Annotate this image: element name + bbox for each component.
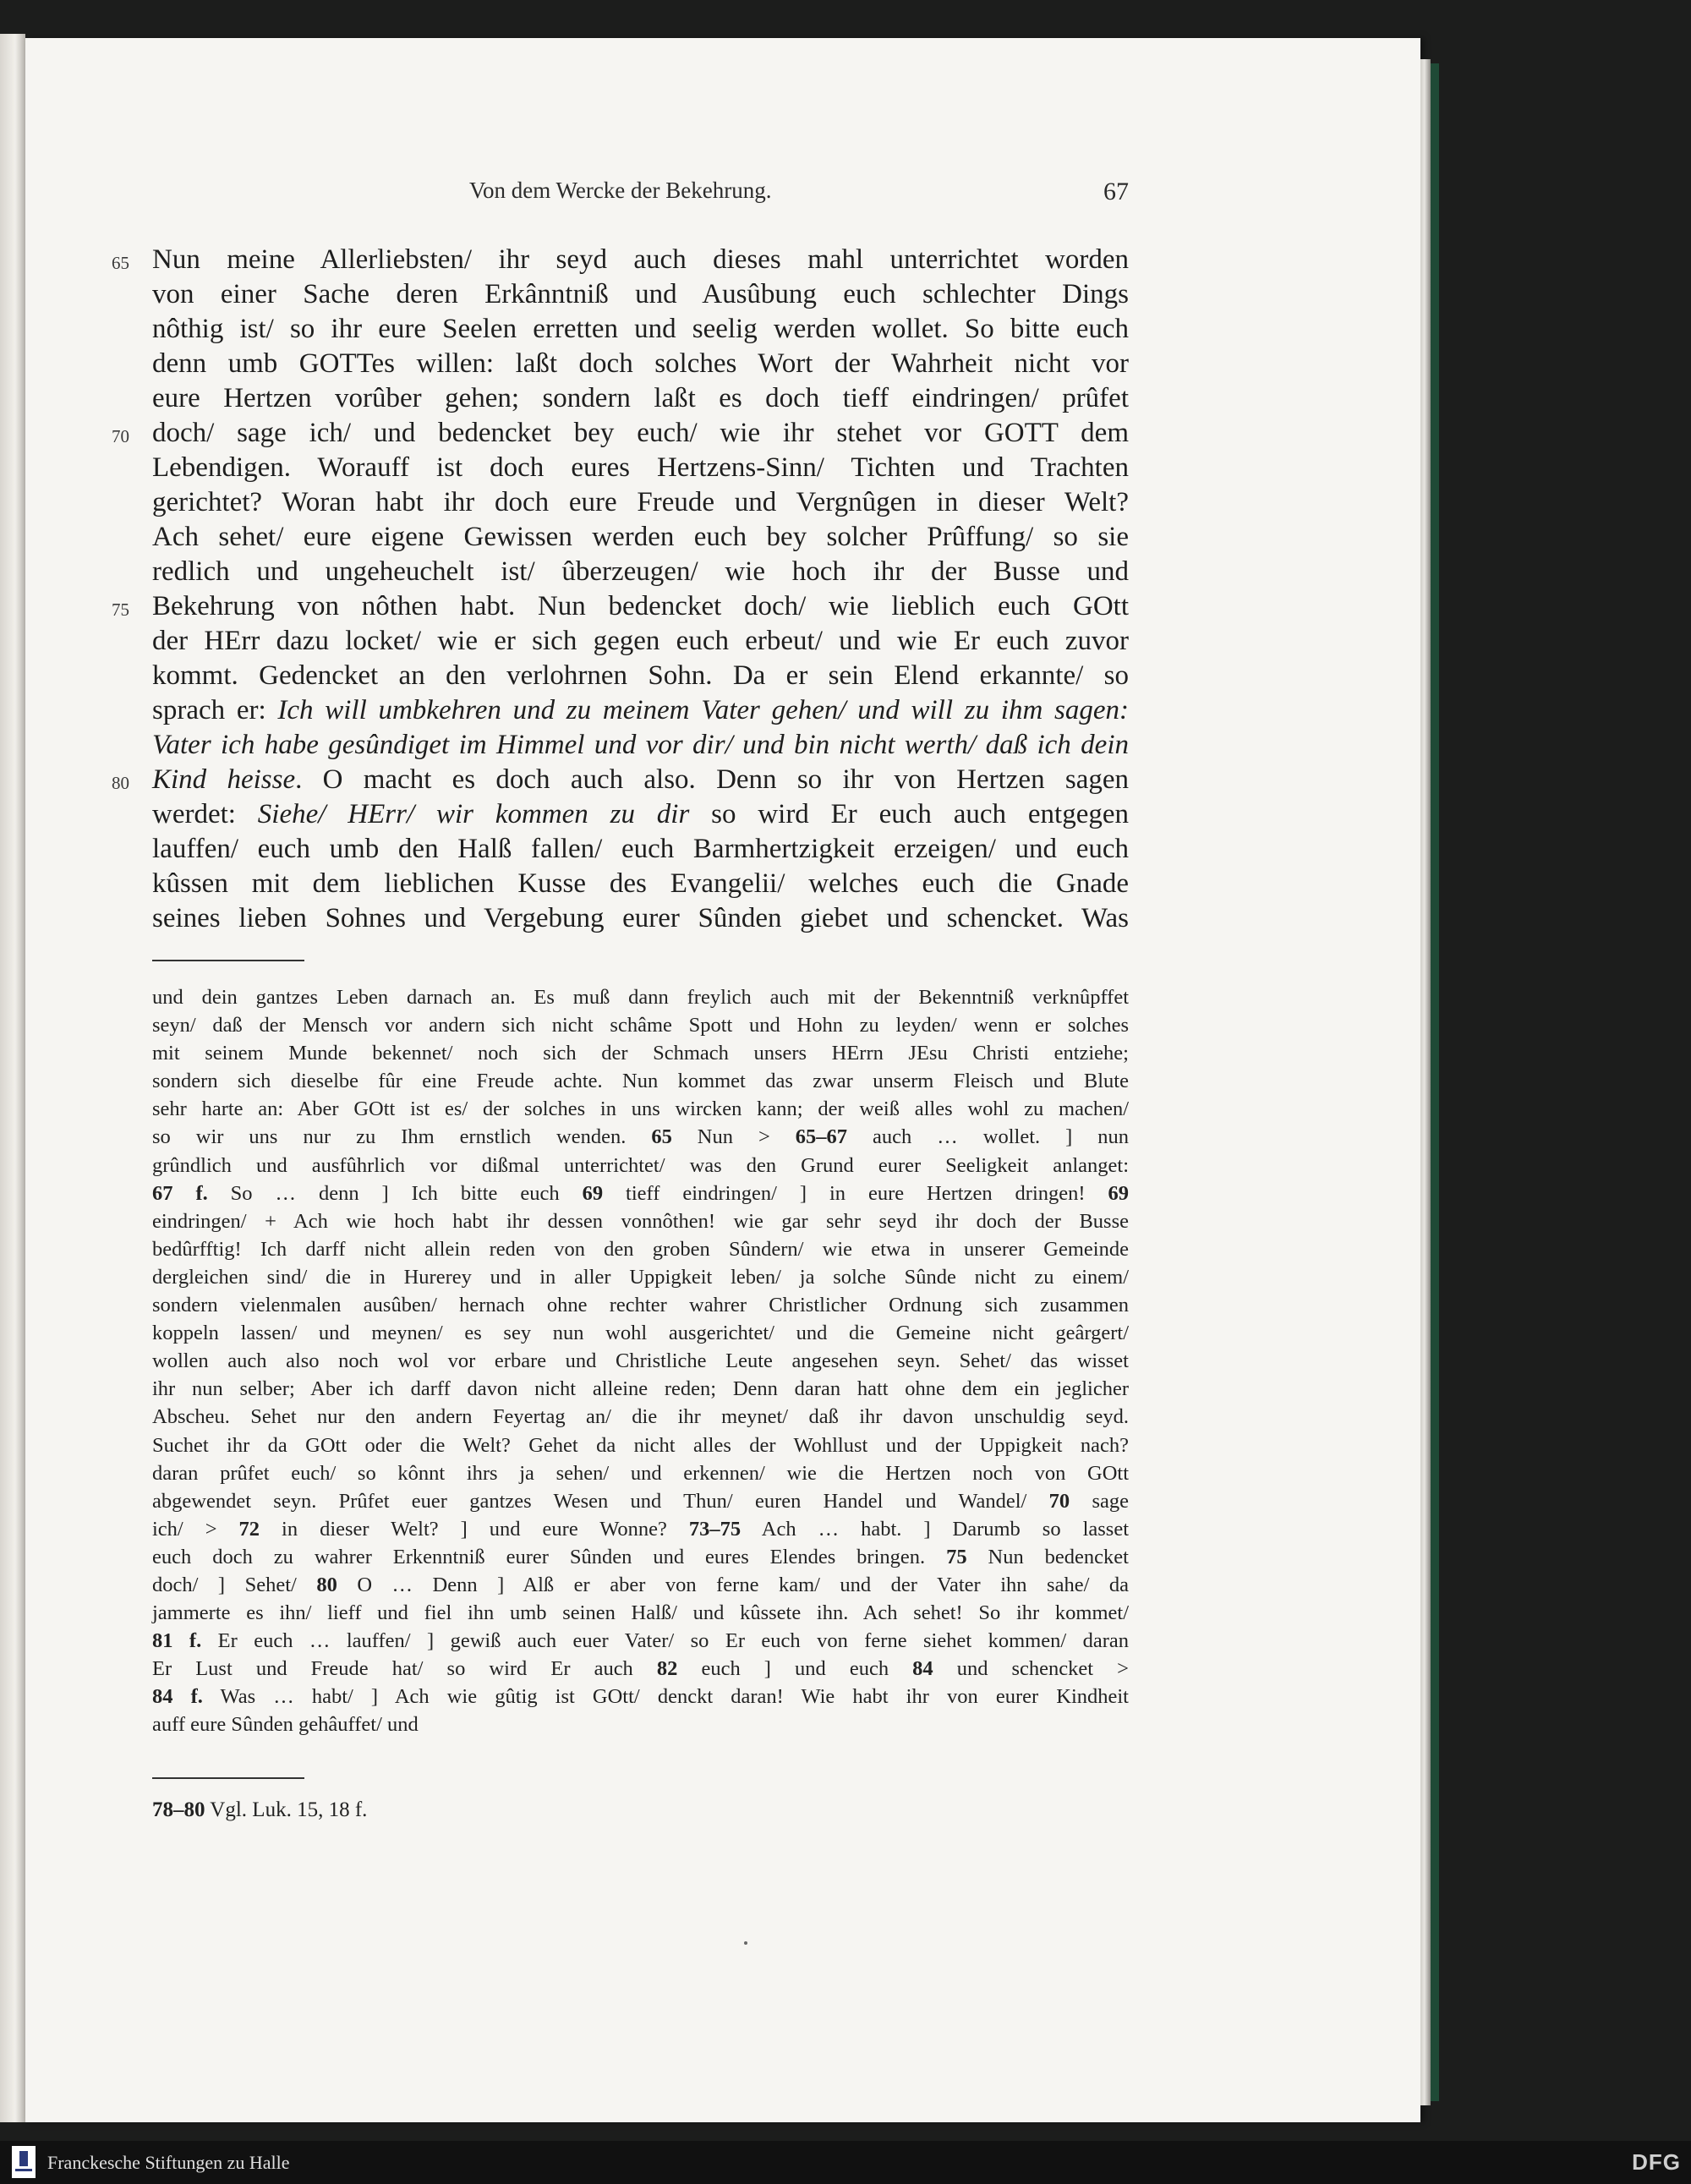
text-run: der HErr dazu locket/ wie er sich gegen euch erbeut/ und wie Er euch zuvor <box>152 626 1129 656</box>
text-line <box>152 901 1129 936</box>
institution-logo-icon[interactable] <box>12 2146 36 2178</box>
text-line <box>112 416 1129 451</box>
text-line <box>152 797 1129 832</box>
apparatus-text: grûndlich und ausfûhrlich vor dißmal unterrichtet/ was den Grund eurer Seeligkeit anlanget: <box>152 1153 1129 1177</box>
text-run: denn umb GOTTes willen: laßt doch solches Wort der Wahrheit nicht vor <box>152 348 1129 379</box>
text-line <box>152 381 1129 416</box>
footnote-ref: 78–80 <box>152 1798 205 1821</box>
text-run: . O macht es doch auch also. Denn so ihr von Hertzen sagen <box>295 764 1129 795</box>
apparatus-text: ihr nun selber; Aber ich darff davon nicht alleine reden; Denn daran hatt ohne dem ein jeglicher <box>152 1377 1129 1401</box>
apparatus-line <box>152 1375 1129 1403</box>
text-line <box>152 451 1129 485</box>
apparatus-line <box>152 1599 1129 1627</box>
apparatus-text: tieff eindringen/ ] in eure Hertzen dringen! <box>603 1181 1108 1205</box>
apparatus-text: Nun bedencket <box>966 1545 1129 1568</box>
text-line <box>152 520 1129 555</box>
apparatus-line <box>152 1011 1129 1039</box>
main-text-block <box>112 243 1129 936</box>
apparatus-rule <box>152 960 304 961</box>
text-run: von einer Sache deren Erkânntniß und Ausûbung euch schlechter Dings <box>152 279 1129 309</box>
apparatus-text: sondern vielenmalen ausûben/ hernach ohne rechter wahrer Christlicher Ordnung sich zusammen <box>152 1294 1129 1317</box>
apparatus-text: sage <box>1070 1489 1129 1513</box>
text-run: Lebendigen. Worauff ist doch eures Hertzens-Sinn/ Tichten und Trachten <box>152 452 1129 483</box>
apparatus-line <box>152 1207 1129 1235</box>
apparatus-line <box>152 1627 1129 1655</box>
viewer-footer <box>0 2141 1691 2184</box>
apparatus-text: mit seinem Munde bekennet/ noch sich der Schmach unsers HErrn JEsu Christi entziehe; <box>152 1042 1129 1065</box>
line-number: 75 <box>112 599 129 620</box>
apparatus-line <box>152 1431 1129 1459</box>
text-run: kommt. Gedencket an den verlohrnen Sohn. Da er sein Elend erkannte/ so <box>152 660 1129 691</box>
text-run: eure Hertzen vorûber gehen; sondern laßt es doch tieff eindringen/ prûfet <box>152 383 1129 413</box>
line-reference: 70 <box>1048 1489 1070 1513</box>
apparatus-text: euch doch zu wahrer Erkenntniß eurer Sûnden und eures Elendes bringen. <box>152 1545 947 1568</box>
text-line <box>152 832 1129 867</box>
line-reference: 73–75 <box>688 1517 742 1541</box>
apparatus-text: So … denn ] Ich bitte euch <box>207 1181 583 1205</box>
line-reference: 65 <box>651 1125 672 1149</box>
apparatus-line <box>152 1123 1129 1151</box>
line-number: 70 <box>112 426 129 446</box>
text-line <box>152 624 1129 659</box>
apparatus-line <box>152 1683 1129 1711</box>
book-left-page-edge <box>0 34 25 2122</box>
line-reference: 84 f. <box>152 1685 203 1709</box>
line-reference: 84 <box>912 1657 933 1681</box>
page-mark <box>744 1941 747 1945</box>
apparatus-line <box>152 1403 1129 1431</box>
text-run: seines lieben Sohnes und Vergebung eurer Sûnden giebet und schencket. Was <box>152 903 1129 933</box>
apparatus-text: seyn/ daß der Mensch vor andern sich nicht schâme Spott und Hohn zu leyden/ wenn er solches <box>152 1014 1129 1037</box>
line-reference: 80 <box>316 1573 337 1596</box>
apparatus-text: und schencket > <box>933 1657 1130 1681</box>
apparatus-line <box>152 1487 1129 1515</box>
text-line <box>112 763 1129 797</box>
apparatus-line <box>152 983 1129 1011</box>
line-reference: 67 f. <box>152 1181 208 1205</box>
line-reference: 72 <box>238 1517 260 1541</box>
text-run: so wird Er euch auch entgegen <box>689 799 1129 829</box>
footnote-text: Vgl. Luk. 15, 18 f. <box>205 1798 368 1821</box>
apparatus-text: Suchet ihr da GOtt oder die Welt? Gehet da nicht alles der Wohllust und der Uppigkeit nach? <box>152 1433 1129 1457</box>
institution-name[interactable]: Franckesche Stiftungen zu Halle <box>47 2152 290 2173</box>
apparatus-text: ich/ > <box>152 1517 239 1541</box>
italic-quote: Siehe/ HErr/ wir kommen zu dir <box>257 799 690 829</box>
apparatus-line <box>152 1095 1129 1123</box>
apparatus-line <box>152 1515 1129 1543</box>
line-number: 65 <box>112 253 129 273</box>
apparatus-text: eindringen/ + Ach wie hoch habt ihr dessen vonnôthen! wie gar sehr seyd ihr doch der Busse <box>152 1209 1129 1233</box>
apparatus-text: Er euch … lauffen/ ] gewiß auch euer Vater/ so Er euch von ferne siehet kommen/ daran <box>201 1629 1129 1653</box>
apparatus-text: und dein gantzes Leben darnach an. Es muß dann freylich auch mit der Bekenntniß verknûpffet <box>152 986 1129 1009</box>
dfg-logo[interactable]: DFG <box>1632 2149 1681 2175</box>
apparatus-line <box>152 1459 1129 1487</box>
apparatus-text: Ach … habt. ] Darumb so lasset <box>741 1517 1129 1541</box>
text-run: nôthig ist/ so ihr eure Seelen erretten und seelig werden wollet. So bitte euch <box>152 314 1129 344</box>
apparatus-text: jammerte es ihn/ lieff und fiel ihn umb seinen Halß/ und kûssete ihn. Ach sehet! So ihr kommet/ <box>152 1601 1129 1625</box>
apparatus-line <box>152 1039 1129 1067</box>
line-reference: 82 <box>656 1657 678 1681</box>
italic-quote: Vater ich habe gesûndiget im Himmel und vor dir/ und bin nicht werth/ daß ich dein <box>152 730 1129 760</box>
text-run: sprach er: <box>152 695 278 725</box>
text-line <box>152 347 1129 381</box>
apparatus-text: auff eure Sûnden gehâuffet/ und <box>152 1713 419 1737</box>
apparatus-line <box>152 1235 1129 1263</box>
apparatus-text: euch ] und euch <box>677 1657 913 1681</box>
apparatus-line <box>152 1347 1129 1375</box>
text-line <box>152 555 1129 589</box>
apparatus-text: in dieser Welt? ] und eure Wonne? <box>260 1517 689 1541</box>
apparatus-text: auch … wollet. ] nun <box>847 1125 1130 1149</box>
apparatus-text: koppeln lassen/ und meynen/ es sey nun wohl ausgerichtet/ und die Gemeine nicht geârgert/ <box>152 1322 1129 1345</box>
footnote-rule <box>152 1777 304 1779</box>
apparatus-line <box>152 1152 1129 1180</box>
text-run: redlich und ungeheuchelt ist/ ûberzeugen/ wie hoch ihr der Busse und <box>152 556 1129 587</box>
apparatus-line <box>152 1655 1129 1683</box>
line-reference: 69 <box>582 1181 604 1205</box>
apparatus-line <box>152 1263 1129 1291</box>
apparatus-text: Er Lust und Freude hat/ so wird Er auch <box>152 1657 657 1681</box>
text-line <box>112 589 1129 624</box>
apparatus-line <box>152 1543 1129 1571</box>
text-line <box>152 485 1129 520</box>
apparatus-text: daran prûfet euch/ so kônnt ihrs ja sehen/ und erkennen/ wie die Hertzen noch von GOtt <box>152 1461 1129 1485</box>
line-number: 80 <box>112 773 129 793</box>
apparatus-text: dergleichen sind/ die in Hurerey und in aller Uppigkeit leben/ ja solche Sûnde nicht zu einem/ <box>152 1265 1129 1289</box>
line-reference: 75 <box>946 1545 967 1568</box>
apparatus-line <box>152 1180 1129 1207</box>
running-head-title: Von dem Wercke der Bekehrung. <box>469 178 772 203</box>
apparatus-line <box>152 1067 1129 1095</box>
text-line <box>152 867 1129 901</box>
apparatus-text: sehr harte an: Aber GOtt ist es/ der solches in uns wircken kann; der weiß alles wohl zu machen/ <box>152 1097 1129 1121</box>
text-run: Ach sehet/ eure eigene Gewissen werden euch bey solcher Prûffung/ so sie <box>152 522 1129 552</box>
italic-quote: Ich will umbkehren und zu meinem Vater gehen/ und will zu ihm sagen: <box>277 695 1129 725</box>
line-reference: 81 f. <box>152 1629 202 1653</box>
page-number: 67 <box>1103 178 1129 205</box>
apparatus-text: Was … habt/ ] Ach wie gûtig ist GOtt/ denckt daran! Wie habt ihr von eurer Kindheit <box>202 1685 1129 1709</box>
text-line <box>152 659 1129 693</box>
text-run: Nun meine Allerliebsten/ ihr seyd auch dieses mahl unterrichtet worden <box>152 244 1129 275</box>
text-run: Bekehrung von nôthen habt. Nun bedencket doch/ wie lieblich euch GOtt <box>152 591 1129 621</box>
text-line <box>152 277 1129 312</box>
apparatus-text: doch/ ] Sehet/ <box>152 1573 317 1596</box>
text-run: doch/ sage ich/ und bedencket bey euch/ wie ihr stehet vor GOTT dem <box>152 418 1129 448</box>
apparatus-line <box>152 1571 1129 1599</box>
footnote <box>152 1798 367 1822</box>
apparatus-text: so wir uns nur zu Ihm ernstlich wenden. <box>152 1125 652 1149</box>
text-line <box>152 728 1129 763</box>
text-line <box>152 693 1129 728</box>
text-line <box>152 312 1129 347</box>
critical-apparatus <box>152 983 1129 1739</box>
text-run: werdet: <box>152 799 258 829</box>
apparatus-text: bedûrfftig! Ich darff nicht allein reden von den groben Sûndern/ wie etwa in unserer Gemeinde <box>152 1237 1129 1261</box>
book-cover-edge <box>1431 63 1439 2101</box>
apparatus-line <box>152 1711 1129 1738</box>
apparatus-text: wollen auch also noch wol vor erbare und Christliche Leute angesehen seyn. Sehet/ das wisset <box>152 1349 1129 1373</box>
apparatus-text: sondern sich dieselbe fûr eine Freude achte. Nun kommet das zwar unserm Fleisch und Blute <box>152 1070 1129 1093</box>
text-run: gerichtet? Woran habt ihr doch eure Freude und Vergnûgen in dieser Welt? <box>152 487 1129 517</box>
page-stack-edge <box>1420 59 1431 2105</box>
apparatus-text: abgewendet seyn. Prûfet euer gantzes Wesen und Thun/ euren Handel und Wandel/ <box>152 1489 1049 1513</box>
line-reference: 65–67 <box>795 1125 848 1149</box>
text-run: kûssen mit dem lieblichen Kusse des Evangelii/ welches euch die Gnade <box>152 868 1129 899</box>
apparatus-text: Abscheu. Sehet nur den andern Feyertag an/ die ihr meynet/ daß ihr davon unschuldig seyd. <box>152 1405 1129 1429</box>
apparatus-text: Nun > <box>671 1125 796 1149</box>
line-reference: 69 <box>1108 1181 1129 1205</box>
apparatus-line <box>152 1291 1129 1319</box>
italic-quote: Kind heisse <box>152 764 296 795</box>
text-line <box>112 243 1129 277</box>
text-run: lauffen/ euch umb den Halß fallen/ euch Barmhertzigkeit erzeigen/ und euch <box>152 834 1129 864</box>
apparatus-line <box>152 1319 1129 1347</box>
apparatus-text: O … Denn ] Alß er aber von ferne kam/ und der Vater ihn sahe/ da <box>337 1573 1129 1596</box>
